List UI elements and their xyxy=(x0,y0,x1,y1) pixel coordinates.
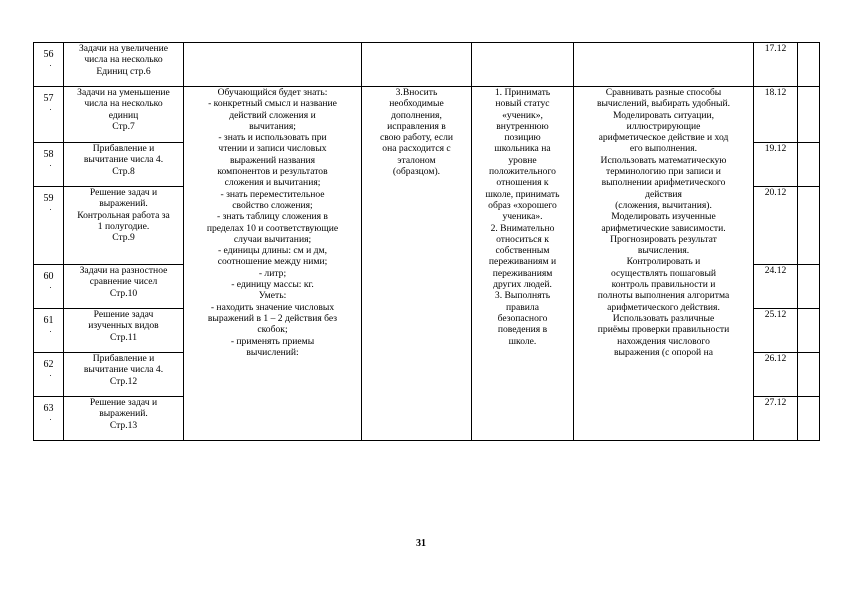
lesson-number: 59 xyxy=(43,193,54,204)
cell-text-line: переживаниям xyxy=(492,267,553,279)
cell-text-line: собственным xyxy=(495,245,550,257)
cell-text-line: эталоном xyxy=(397,154,436,166)
cell-text-line: внутреннюю xyxy=(496,120,549,132)
actual-date-cell xyxy=(798,353,820,397)
lesson-date: 18.12 xyxy=(764,87,787,98)
lesson-date-cell xyxy=(754,187,798,265)
cell-text-line: дополнения, xyxy=(391,109,442,121)
lesson-topic-cell xyxy=(64,87,184,143)
lesson-date-cell xyxy=(754,143,798,187)
cell-text-line: вычислений: xyxy=(246,346,299,358)
cell-text-line: компонентов и результатов xyxy=(217,166,328,178)
lesson-number: 60 xyxy=(43,271,54,282)
cell-text-line: арифметического действия. xyxy=(607,301,720,313)
lesson-topic-line: числа на несколько xyxy=(84,98,163,110)
lesson-topic-cell xyxy=(64,265,184,309)
cell-text-line: Использовать различные xyxy=(612,312,715,324)
cell-text-line: - знать переместительное xyxy=(220,188,325,200)
lesson-topic-line: Прибавление и xyxy=(92,143,155,154)
cell-text-line: школьника на xyxy=(494,143,551,155)
cell-text-line: Использовать математическую xyxy=(600,154,727,166)
cell-text-line: выражений названия xyxy=(229,154,316,166)
lesson-plan-table xyxy=(33,42,820,441)
lesson-date-cell xyxy=(754,397,798,441)
actual-date-cell xyxy=(798,265,820,309)
lesson-topic-line: вычитание числа 4. xyxy=(83,364,164,376)
cell-text-line: переживаниям и xyxy=(488,256,557,268)
cell-text-line: - литр; xyxy=(258,267,287,279)
lesson-number-dot: . xyxy=(49,413,52,423)
cell-text-line: приёмы проверки правильности xyxy=(597,324,730,336)
cell-text-line: поведения в xyxy=(497,324,548,336)
cell-text-line: - единицу массы: кг. xyxy=(231,279,314,291)
lesson-topic-line: Решение задач и xyxy=(89,397,158,408)
lesson-number-cell xyxy=(34,309,64,353)
cell-text-line: арифметические зависимости. xyxy=(601,222,726,234)
empty-cell xyxy=(574,43,754,87)
lesson-topic-line: выражений. xyxy=(99,198,148,210)
cell-text-line: отношения к xyxy=(496,177,549,189)
lesson-date-cell xyxy=(754,309,798,353)
lesson-number-dot: . xyxy=(49,59,52,69)
table-row xyxy=(34,43,820,87)
cell-text-line: арифметическое действие и ход xyxy=(598,132,729,144)
lesson-number-dot: . xyxy=(49,281,52,291)
lesson-topic-cell xyxy=(64,397,184,441)
cell-text-line: Контролировать и xyxy=(626,256,701,268)
cell-text-line: случаи вычитания; xyxy=(233,233,312,245)
cell-text-line: безопасного xyxy=(497,312,548,324)
cell-text-line: вычитания; xyxy=(249,120,296,132)
cell-text-line: она расходится с xyxy=(382,143,451,155)
actual-date-cell xyxy=(798,309,820,353)
lesson-number-cell xyxy=(34,397,64,441)
lesson-topic-line: вычитание числа 4. xyxy=(83,154,164,166)
cell-text-line: 1. Принимать xyxy=(494,87,551,98)
lesson-number: 61 xyxy=(43,315,54,326)
cell-text-line: Сравнивать разные способы xyxy=(605,87,722,98)
cell-text-line: контроль правильности и xyxy=(611,279,716,291)
lesson-topic-cell xyxy=(64,143,184,187)
lesson-number: 58 xyxy=(43,149,54,160)
cell-text-line: - конкретный смысл и название xyxy=(208,98,337,110)
cell-text-line: нахождения числового xyxy=(617,335,710,347)
cell-text-line: Уметь: xyxy=(258,290,287,302)
lesson-date: 20.12 xyxy=(764,187,787,198)
lesson-date: 26.12 xyxy=(764,353,787,364)
regulative-actions-cell xyxy=(362,87,472,441)
lesson-date-cell xyxy=(754,353,798,397)
cell-text-line: относиться к xyxy=(496,233,549,245)
lesson-number-cell xyxy=(34,43,64,87)
cell-text-line: «ученик», xyxy=(502,109,543,121)
cell-text-line: пределах 10 и соответствующие xyxy=(206,222,339,234)
lesson-date-cell xyxy=(754,87,798,143)
lesson-topic-line: 1 полугодие. xyxy=(97,220,150,232)
cell-text-line: скобок; xyxy=(257,324,288,336)
lesson-topic-line: Стр.8 xyxy=(112,165,135,177)
cell-text-line: Обучающийся будет знать: xyxy=(217,87,328,98)
lesson-number-cell xyxy=(34,353,64,397)
cell-text-line: образ «хорошего xyxy=(488,199,557,211)
cell-text-line: вычислений, выбирать удобный. xyxy=(596,98,731,110)
cell-text-line: выражений в 1 – 2 действия без xyxy=(207,312,338,324)
cell-text-line: свою работу, если xyxy=(379,132,454,144)
lesson-number-dot: . xyxy=(49,369,52,379)
lesson-topic-line: Решение задач xyxy=(93,309,154,320)
cell-text-line: положительного xyxy=(489,166,556,178)
lesson-topic-line: Стр.9 xyxy=(112,232,135,244)
cell-text-line: позицию xyxy=(504,132,541,144)
lesson-topic-line: Стр.13 xyxy=(109,419,138,431)
knowledge-outcomes-cell xyxy=(184,87,362,441)
lesson-topic-line: числа на несколько xyxy=(84,54,163,66)
empty-cell xyxy=(472,43,574,87)
lesson-number: 56 xyxy=(43,49,54,60)
cell-text-line: - единицы длины: см и дм, xyxy=(217,245,328,257)
actual-date-cell xyxy=(798,143,820,187)
cell-text-line: выполнении арифметического xyxy=(601,177,726,189)
actual-date-cell xyxy=(798,397,820,441)
cell-text-line: Моделировать изученные xyxy=(611,211,716,223)
lesson-topic-line: изученных видов xyxy=(88,320,159,332)
actual-date-cell xyxy=(798,87,820,143)
lesson-date-cell xyxy=(754,43,798,87)
lesson-number-dot: . xyxy=(49,203,52,213)
cell-text-line: - находить значение числовых xyxy=(210,301,335,313)
lesson-number-dot: . xyxy=(49,159,52,169)
cell-text-line: свойство сложения; xyxy=(232,199,313,211)
cell-text-line: необходимые xyxy=(389,98,444,110)
lesson-topic-cell xyxy=(64,187,184,265)
cell-text-line: соотношение между ними; xyxy=(217,256,328,268)
lesson-number-dot: . xyxy=(49,103,52,113)
cell-text-line: выражения (с опорой на xyxy=(614,346,713,358)
cell-text-line: Прогнозировать результат xyxy=(610,233,717,245)
cell-text-line: действия xyxy=(645,188,682,200)
lesson-number: 57 xyxy=(43,93,54,104)
lesson-number: 63 xyxy=(43,403,54,414)
lesson-topic-line: Единиц стр.6 xyxy=(96,65,151,77)
lesson-date: 19.12 xyxy=(764,143,787,154)
lesson-number-cell xyxy=(34,265,64,309)
personal-outcomes-cell xyxy=(472,87,574,441)
lesson-topic-cell xyxy=(64,43,184,87)
lesson-date: 17.12 xyxy=(764,43,787,54)
cell-text-line: - применять приемы xyxy=(230,335,315,347)
student-activities-cell xyxy=(574,87,754,441)
lesson-topic-cell xyxy=(64,309,184,353)
cell-text-line: школе. xyxy=(508,335,537,347)
table-body xyxy=(34,43,820,441)
cell-text-line: чтении и записи числовых xyxy=(218,143,327,155)
lesson-topic-line: Стр.11 xyxy=(109,331,137,343)
lesson-topic-line: Стр.10 xyxy=(109,287,138,299)
lesson-number-cell xyxy=(34,143,64,187)
actual-date-cell xyxy=(798,187,820,265)
cell-text-line: терминологию при записи и xyxy=(606,166,721,178)
cell-text-line: правила xyxy=(506,301,539,313)
lesson-date-cell xyxy=(754,265,798,309)
cell-text-line: вычисления. xyxy=(637,245,690,257)
lesson-topic-line: Стр.12 xyxy=(109,375,138,387)
lesson-number: 62 xyxy=(43,359,54,370)
table-row xyxy=(34,87,820,143)
empty-cell xyxy=(362,43,472,87)
cell-text-line: уровне xyxy=(508,154,537,166)
lesson-number-dot: . xyxy=(49,325,52,335)
cell-text-line: полноты выполнения алгоритма xyxy=(597,290,730,302)
lesson-topic-line: сравнение чисел xyxy=(89,276,158,288)
lesson-topic-line: выражений. xyxy=(99,408,148,420)
cell-text-line: других людей. xyxy=(493,279,552,291)
cell-text-line: - знать и использовать при xyxy=(218,132,327,144)
lesson-topic-line: Задачи на разностное xyxy=(79,265,168,276)
empty-cell xyxy=(184,43,362,87)
cell-text-line: (сложения, вычитания). xyxy=(615,199,712,211)
cell-text-line: школе, принимать xyxy=(485,188,560,200)
cell-text-line: 3.Вносить xyxy=(395,87,438,98)
page-number: 31 xyxy=(416,538,426,549)
cell-text-line: 2. Внимательно xyxy=(490,222,555,234)
cell-text-line: 3. Выполнять xyxy=(494,290,551,302)
lesson-date: 24.12 xyxy=(764,265,787,276)
cell-text-line: иллюстрирующие xyxy=(626,120,701,132)
cell-text-line: действий сложения и xyxy=(229,109,316,121)
cell-text-line: его выполнения. xyxy=(629,143,698,155)
cell-text-line: (образцом). xyxy=(392,166,441,178)
lesson-number-cell xyxy=(34,87,64,143)
lesson-topic-line: Стр.7 xyxy=(112,120,135,132)
lesson-topic-line: единиц xyxy=(108,109,139,121)
lesson-topic-cell xyxy=(64,353,184,397)
cell-text-line: новый статус xyxy=(495,98,550,110)
actual-date-cell xyxy=(798,43,820,87)
cell-text-line: ученика». xyxy=(502,211,543,223)
lesson-topic-line: Прибавление и xyxy=(92,353,155,364)
lesson-topic-line: Контрольная работа за xyxy=(77,209,170,221)
lesson-date: 27.12 xyxy=(764,397,787,408)
lesson-number-cell xyxy=(34,187,64,265)
lesson-topic-line: Задачи на уменьшение xyxy=(77,87,170,98)
cell-text-line: исправления в xyxy=(387,120,446,132)
cell-text-line: Моделировать ситуации, xyxy=(612,109,715,121)
cell-text-line: сложения и вычитания; xyxy=(224,177,321,189)
lesson-date: 25.12 xyxy=(764,309,787,320)
lesson-topic-line: Решение задач и xyxy=(89,187,158,198)
cell-text-line: осуществлять пошаговый xyxy=(610,267,717,279)
cell-text-line: - знать таблицу сложения в xyxy=(217,211,328,223)
lesson-topic-line: Задачи на увеличение xyxy=(78,43,169,54)
